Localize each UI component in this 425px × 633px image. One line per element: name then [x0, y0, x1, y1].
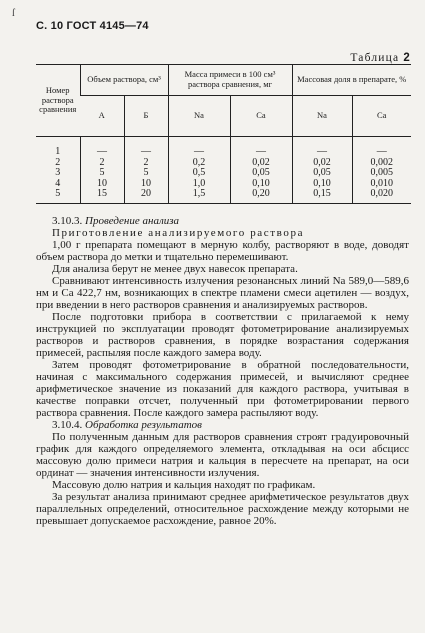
cell-number: 3 — [55, 167, 61, 178]
cell-fraction-na: — — [292, 147, 352, 158]
paragraph: 1,00 г препарата помещают в мерную колбу, растворяют в воде, доводят объем раствора до метки и тщательно перемешивают. — [36, 239, 409, 263]
table-row — [36, 168, 411, 179]
body-text — [36, 215, 409, 527]
cell-mass-na: — — [168, 147, 230, 158]
cell-mass-ca: 0,20 — [230, 189, 292, 203]
table-row — [36, 179, 411, 190]
cell-volume-a: 2 — [80, 158, 124, 169]
cell-fraction-ca: 0,010 — [352, 179, 411, 190]
cell-fraction-na: 0,10 — [292, 179, 352, 190]
data-table — [36, 64, 411, 204]
cell-fraction-na: 0,02 — [292, 158, 352, 169]
paragraph: Затем проводят фотометрирование в обратной последовательности, начиная с максимального содержания примесей, и вычисляют среднее арифметическое значение из показаний для каждого раствора, учитывая в качестве поправки отсчет, полученный при фотометрировании первого раствора сравнения. После каждого замера распыляют воду. — [36, 359, 409, 419]
paragraph: Сравнивают интенсивность излучения резонансных линий Na 589,0—589,6 нм и Ca 422,7 нм, возникающих в спектре пламени смеси ацетилен — воздух, при введении в него растворов сравнения и анализируемых растворов. — [36, 275, 409, 311]
table-row — [36, 158, 411, 169]
table-caption-number: 2 — [403, 52, 411, 64]
paragraph: Для анализа берут не менее двух навесок препарата. — [52, 263, 298, 275]
cell-fraction-ca: 0,002 — [352, 158, 411, 169]
cell-volume-a: 15 — [80, 189, 124, 203]
scan-mark: ſ — [12, 8, 15, 19]
cell-volume-a: 5 — [80, 168, 124, 179]
col-header-row-number: Номер раствора сравнения — [39, 84, 77, 115]
sub-header-ca-fraction: Ca — [352, 96, 411, 137]
cell-fraction-ca: — — [352, 147, 411, 158]
cell-volume-a: 10 — [80, 179, 124, 190]
sub-header-na-fraction: Na — [292, 96, 352, 137]
cell-mass-ca: 0,02 — [230, 158, 292, 169]
section-number: 3.10.3. — [52, 215, 83, 227]
cell-fraction-ca: 0,020 — [352, 189, 411, 203]
section-title: Проведение анализа — [85, 215, 180, 227]
cell-number: 2 — [55, 156, 61, 168]
cell-fraction-na: 0,05 — [292, 168, 352, 179]
section-number: 3.10.4. — [52, 419, 83, 431]
cell-mass-na: 1,5 — [168, 189, 230, 203]
table-caption — [350, 52, 411, 64]
subsection-title: Приготовление анализируемого раствора — [52, 227, 305, 239]
cell-volume-b: 10 — [124, 179, 168, 190]
cell-mass-ca: 0,05 — [230, 168, 292, 179]
table-row — [36, 147, 411, 158]
col-header-volume: Объем раствора, см³ — [80, 65, 168, 96]
cell-mass-ca: — — [230, 147, 292, 158]
table-caption-word: Таблица — [350, 52, 400, 64]
cell-fraction-na: 0,15 — [292, 189, 352, 203]
sub-header-na: Na — [168, 96, 230, 137]
cell-fraction-ca: 0,005 — [352, 168, 411, 179]
paragraph: Массовую долю натрия и кальция находят по графикам. — [52, 479, 316, 491]
cell-mass-na: 0,2 — [168, 158, 230, 169]
paragraph: После подготовки прибора в соответствии с прилагаемой к нему инструкцией по эксплуатации проводят фотометрирование анализируемых растворов и растворов сравнения, в порядке возрастания содержания примесей, распыляя после каждого замера воду. — [36, 311, 409, 359]
cell-volume-b: — — [124, 147, 168, 158]
section-heading-results — [36, 419, 409, 431]
page-header: С. 10 ГОСТ 4145—74 — [36, 20, 149, 32]
cell-volume-b: 5 — [124, 168, 168, 179]
cell-number: 1 — [55, 146, 61, 157]
col-header-mass: Масса примеси в 100 см³ раствора сравнения, мг — [168, 65, 292, 96]
sub-header-b: Б — [124, 96, 168, 137]
col-header-fraction: Массовая доля в препарате, % — [292, 65, 411, 96]
section-title: Обработка результатов — [85, 419, 202, 431]
paragraph: За результат анализа принимают среднее арифметическое результатов двух параллельных определений, относительное расхождение между которыми не превышает допускаемое расхождение, равное 20%. — [36, 491, 409, 527]
cell-volume-b: 20 — [124, 189, 168, 203]
cell-volume-b: 2 — [124, 158, 168, 169]
cell-mass-na: 0,5 — [168, 168, 230, 179]
cell-mass-na: 1,0 — [168, 179, 230, 190]
cell-number: 5 — [55, 188, 61, 199]
sub-header-ca: Ca — [230, 96, 292, 137]
sub-header-a: А — [80, 96, 124, 137]
cell-number: 4 — [55, 177, 61, 189]
table-row — [36, 189, 411, 203]
section-heading-analysis — [36, 215, 409, 227]
paragraph: По полученным данным для растворов сравнения строят градуировочный график для каждого определяемого элемента, откладывая на оси абсцисс массовую долю примеси натрия и кальция в пересчете на препарат, на оси ординат — значения интенсивности излучения. — [36, 431, 409, 479]
cell-mass-ca: 0,10 — [230, 179, 292, 190]
cell-volume-a: — — [80, 147, 124, 158]
